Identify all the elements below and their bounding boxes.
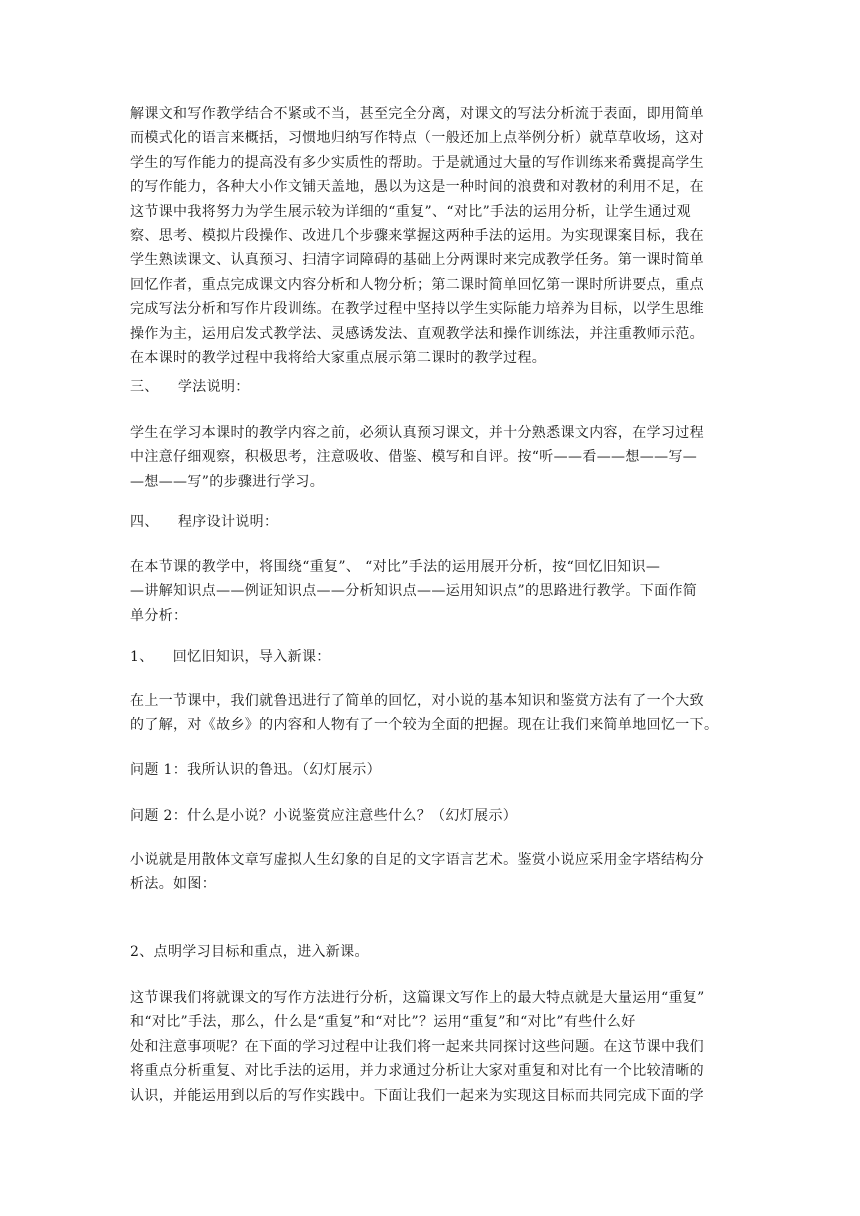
paragraph-writing-analysis xyxy=(130,102,732,370)
text-line: 回忆作者，重点完成课文内容分析和人物分析；第二课时简单回忆第一课时所讲要点，重点 xyxy=(130,276,704,293)
text-line: —想——写”的步骤进行学习。 xyxy=(130,473,325,490)
paragraph-novel-definition xyxy=(130,848,732,897)
question-1: 问题 1：我所认识的鲁迅。（幻灯展示） xyxy=(130,762,382,778)
text-line: 在上一节课中，我们就鲁迅进行了简单的回忆，对小说的基本知识和鉴赏方法有了一个大致 xyxy=(130,693,704,709)
text-line: 学生熟读课文、认真预习、扫清字词障碍的基础上分两课时来完成教学任务。第一课时简单 xyxy=(130,252,704,269)
text-line: 认识，并能运用到以后的写作实践中。下面让我们一起来为实现这目标而共同完成下面的学 xyxy=(130,1087,704,1104)
text-line: 的写作能力，各种大小作文铺天盖地，愚以为这是一种时间的浪费和对教材的利用不足，在 xyxy=(130,179,704,196)
text-line: 这节课中我将努力为学生展示较为详细的“重复”、“对比”手法的运用分析，让学生通过观 xyxy=(130,203,691,220)
text-line: 中注意仔细观察，积极思考，注意吸收、借鉴、模写和自评。按“听——看——想——写— xyxy=(130,449,698,466)
text-line: 在本节课的教学中，将围绕“重复”、 “对比”手法的运用展开分析，按“回忆旧知识— xyxy=(130,559,661,575)
text-line: 析法。如图： xyxy=(130,876,217,893)
text-line: 处和注意事项呢？在下面的学习过程中让我们将一起来共同探讨这些问题。在这节课中我们 xyxy=(130,1038,704,1055)
text-line: 将重点分析重复、对比手法的运用，并力求通过分析让大家对重复和对比有一个比较清晰的 xyxy=(130,1063,704,1080)
paragraph-program-design xyxy=(130,555,732,628)
text-line: 解课文和写作教学结合不紧或不当，甚至完全分离，对课文的写法分析流于表面，即用简单 xyxy=(130,106,704,122)
paragraph-review xyxy=(130,689,732,738)
text-line: 学生的写作能力的提高没有多少实质性的帮助。于是就通过大量的写作训练来希冀提高学生 xyxy=(130,154,704,171)
text-line: 的了解，对《故乡》的内容和人物有了一个较为全面的把握。现在让我们来简单地回忆一下。 xyxy=(130,717,719,734)
paragraph-goals xyxy=(130,986,732,1108)
text-line: 而模式化的语言来概括，习惯地归纳写作特点（一般还加上点举例分析）就草草收场，这对 xyxy=(130,130,704,147)
text-line: 单分析： xyxy=(130,607,188,624)
paragraph-study-method xyxy=(130,421,732,494)
text-line: 这节课我们将就课文的写作方法进行分析，这篇课文写作上的最大特点就是大量运用“重复” xyxy=(130,990,705,1006)
text-line: 和“对比”手法，那么，什么是“重复”和“对比”？运用“重复”和“对比”有些什么好 xyxy=(130,1014,636,1031)
section-heading-program-design: 四、 程序设计说明： xyxy=(130,514,279,530)
text-line: 操作为主，运用启发式教学法、灵感诱发法、直观教学法和操作训练法，并注重教师示范。 xyxy=(130,325,704,342)
text-line: 学生在学习本课时的教学内容之前，必须认真预习课文，并十分熟悉课文内容，在学习过程 xyxy=(130,425,704,441)
text-line: —讲解知识点——例证知识点——分析知识点——运用知识点”的思路进行教学。下面作简 xyxy=(130,583,698,600)
subsection-heading-review: 1、 回忆旧知识，导入新课： xyxy=(130,649,331,665)
section-heading-study-method: 三、 学法说明： xyxy=(130,379,250,395)
text-line: 在本课时的教学过程中我将给大家重点展示第二课时的教学过程。 xyxy=(130,350,547,367)
text-line: 小说就是用散体文章写虚拟人生幻象的自足的文字语言艺术。鉴赏小说应采用金字塔结构分 xyxy=(130,852,704,868)
subsection-heading-goals: 2、点明学习目标和重点，进入新课。 xyxy=(130,944,369,960)
text-line: 察、思考、模拟片段操作、改进几个步骤来掌握这两种手法的运用。为实现课案目标，我在 xyxy=(130,228,704,245)
question-2: 问题 2：什么是小说？小说鉴赏应注意些什么？（幻灯展示） xyxy=(130,808,518,824)
text-line: 完成写法分析和写作片段训练。在教学过程中坚持以学生实际能力培养为目标，以学生思维 xyxy=(130,301,704,318)
